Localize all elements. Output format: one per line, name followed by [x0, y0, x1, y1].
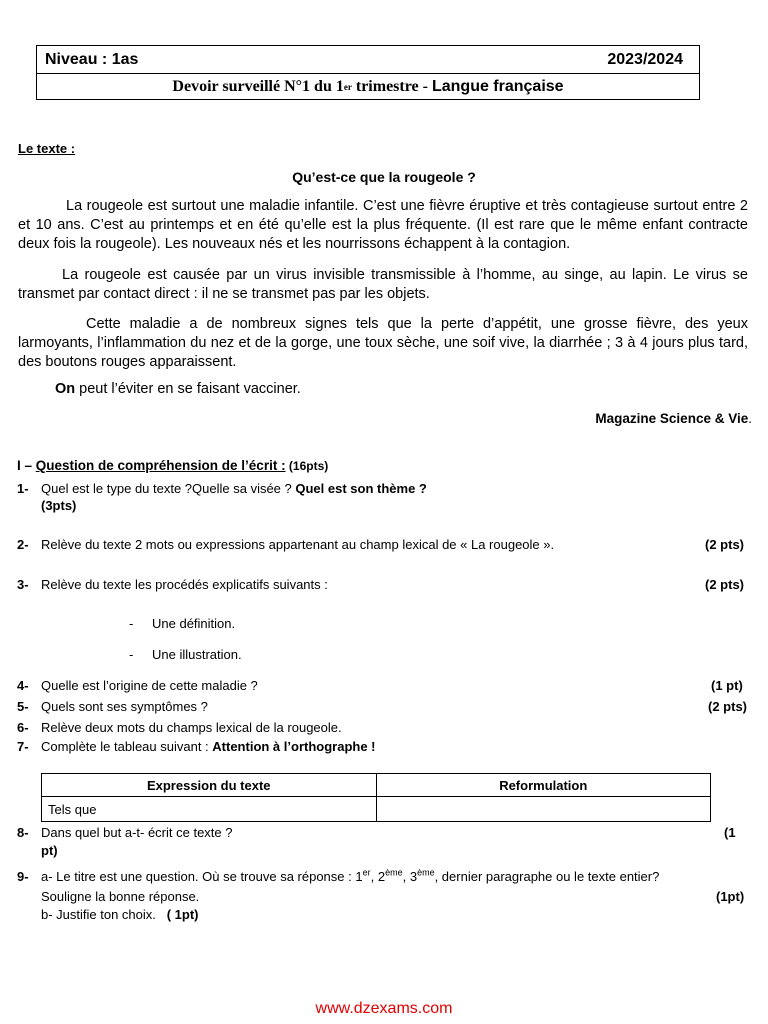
q9-number: 9- [17, 869, 29, 884]
q7-text-regular: Complète le tableau suivant : [41, 739, 213, 754]
q1-text [41, 480, 427, 497]
q2-text: Relève du texte 2 mots ou expressions appartenant au champ lexical de « La rougeole ». [41, 537, 555, 552]
q2-points: (2 pts) [705, 537, 744, 552]
exam-title: Devoir surveillé N°1 du 1 er trimestre - Langue française [172, 78, 564, 95]
q9-sep2: , 3 [402, 869, 418, 884]
q3-item-definition: Une définition. [152, 616, 236, 631]
q9-sup1: er [362, 867, 371, 878]
q9-line1-a: a- Le titre est une question. Où se trouve sa réponse : 1 [41, 869, 363, 884]
q9-line3-text: b- Justifie ton choix. [41, 907, 156, 922]
text-section-label: Le texte : [18, 141, 76, 156]
q9-sep1: , 2 [370, 869, 386, 884]
source [595, 411, 752, 426]
q7-text-bold: Attention à l’orthographe ! [212, 739, 376, 754]
header-info-row [37, 46, 699, 74]
q6-number: 6- [17, 720, 29, 735]
q9-sup2: ème [385, 867, 403, 878]
q9-line1-b: , dernier paragraphe ou le texte entier? [434, 869, 660, 884]
table-cell-reformulation[interactable] [376, 797, 711, 822]
table-header-expression: Expression du texte [42, 774, 377, 797]
section-1-title: Question de compréhension de l’écrit : [35, 458, 286, 473]
q1-points: (3pts) [41, 498, 77, 513]
q7-text [41, 738, 376, 755]
paragraph-4-rest: peut l’éviter en se faisant vacciner. [75, 381, 301, 397]
paragraph-2: La rougeole est causée par un virus invisible transmissible à l’homme, au singe, au lapin. Le virus se transmet par contact direct : il ne se transmet pas par les objets. [18, 267, 748, 302]
q4-points: (1 pt) [711, 678, 743, 693]
q3-item-dash: - [129, 647, 134, 662]
level-label: Niveau : 1as [45, 50, 139, 68]
q9-line1 [41, 868, 659, 885]
q9-line2: Souligne la bonne réponse. [41, 889, 200, 904]
reformulation-table [41, 773, 711, 822]
table-cell-expression: Tels que [42, 797, 377, 822]
q6-text: Relève deux mots du champs lexical de la rougeole. [41, 720, 342, 735]
exam-title-subject: Langue française [431, 78, 564, 95]
q9-sup3: ème [417, 867, 435, 878]
q7-number: 7- [17, 739, 29, 754]
q2-number: 2- [17, 537, 29, 552]
q9-line2-points: (1pt) [716, 889, 745, 904]
section-1-heading [17, 458, 328, 473]
table-header-row [42, 774, 711, 797]
table-header-reformulation: Reformulation [376, 774, 711, 797]
q1-number: 1- [17, 481, 29, 496]
table-row [42, 797, 711, 822]
q8-text: Dans quel but a-t- écrit ce texte ? [41, 825, 233, 840]
paragraph-4 [55, 381, 301, 397]
q8-points-b: pt) [41, 843, 58, 858]
q3-item-dash: - [129, 616, 134, 631]
paragraph-4-bold: On [55, 381, 76, 397]
exam-title-part1: Devoir surveillé N°1 du 1 [172, 78, 344, 95]
q4-text: Quelle est l’origine de cette maladie ? [41, 678, 258, 693]
q9-line3 [41, 906, 199, 923]
q8-points-a: (1 [724, 825, 736, 840]
q8-number: 8- [17, 825, 29, 840]
q5-text: Quels sont ses symptômes ? [41, 699, 208, 714]
q5-points: (2 pts) [708, 699, 747, 714]
q3-item-illustration: Une illustration. [152, 647, 242, 662]
q5-number: 5- [17, 699, 29, 714]
paragraph-3: Cette maladie a de nombreux signes tels que la perte d’appétit, une grosse fièvre, des yeux larmoyants, l’inflammation du nez et de la gorge, une toux sèche, une soif vive, la diarrhée ; 3 à 4 jours plus tard, des boutons rouges apparaissent. [18, 316, 748, 370]
source-name: Magazine Science & Vie [595, 411, 749, 426]
section-1-points: (16pts) [285, 459, 329, 473]
text-title: Qu’est-ce que la rougeole ? [292, 169, 476, 185]
q9-line3-points: ( 1pt) [166, 907, 199, 922]
school-year: 2023/2024 [607, 50, 683, 68]
exam-title-part2: trimestre - [351, 78, 432, 95]
header-box [36, 45, 700, 100]
q1-text-regular: Quel est le type du texte ?Quelle sa visée ? [41, 481, 296, 496]
source-dot: . [748, 411, 752, 426]
q3-points: (2 pts) [705, 577, 744, 592]
q1-text-bold: Quel est son thème ? [295, 481, 427, 496]
footer-website-link[interactable]: www.dzexams.com [315, 1000, 453, 1017]
q3-text: Relève du texte les procédés explicatifs suivants : [41, 577, 328, 592]
q3-number: 3- [17, 577, 29, 592]
q4-number: 4- [17, 678, 29, 693]
paragraph-1: La rougeole est surtout une maladie infantile. C’est une fièvre éruptive et très contagieuse surtout entre 2 et 10 ans. C’est au printemps et en été qu’elle est la plus fréquente. (Il est rare que le même enfant contracte deux fois la rougeole). Les nouveaux nés et les nourrissons échappent à la contagion. [18, 198, 748, 252]
section-1-prefix: I – [17, 458, 36, 473]
